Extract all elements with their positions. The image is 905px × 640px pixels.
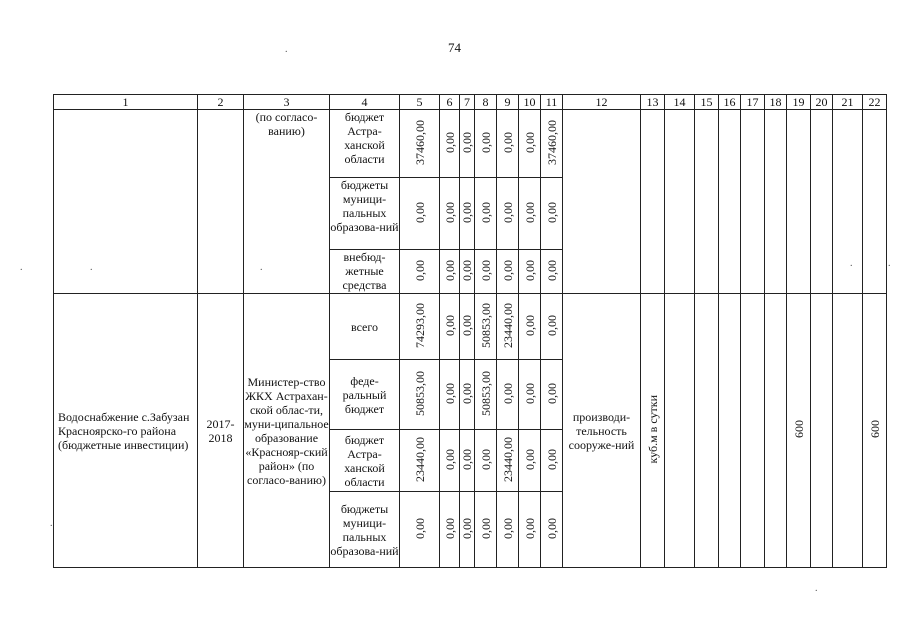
header-cell: 22 — [863, 95, 887, 110]
stray-mark: . — [90, 262, 93, 273]
unit-cell — [641, 110, 665, 294]
header-cell: 14 — [665, 95, 695, 110]
header-cell: 17 — [741, 95, 765, 110]
stray-mark: . — [850, 258, 853, 269]
amount-2014: 0,00 — [442, 517, 457, 539]
amount-2018: 0,00 — [522, 448, 537, 470]
funding-source: феде-ральный бюджет — [330, 360, 400, 430]
amount-2016: 0,00 — [478, 131, 493, 153]
amount-2016: 0,00 — [478, 448, 493, 470]
amount-2018: 0,00 — [522, 382, 537, 404]
project-responsible: Министер-ство ЖКХ Астрахан-ской облас-ти, муни-ципальное образование «Краснояр-ский район» (по согласо-ванию) — [244, 294, 330, 568]
amount-2017: 0,00 — [500, 131, 515, 153]
page-number: 74 — [448, 40, 461, 55]
amount-2014: 0,00 — [442, 259, 457, 281]
header-cell: 7 — [460, 95, 475, 110]
funding-source: всего — [330, 294, 400, 360]
amount-2018: 0,00 — [522, 201, 537, 223]
header-cell: 16 — [719, 95, 741, 110]
header-cell: 8 — [475, 95, 497, 110]
stray-mark: . — [888, 258, 891, 269]
amount-2018: 0,00 — [522, 131, 537, 153]
amount-total: 37460,00 — [412, 119, 427, 165]
project-period: 2017-2018 — [198, 294, 244, 568]
amount-2019: 0,00 — [544, 259, 559, 281]
amount-2019: 0,00 — [544, 382, 559, 404]
indicator-cell — [563, 110, 641, 294]
header-cell: 15 — [695, 95, 719, 110]
amount-2019: 37460,00 — [544, 119, 559, 165]
funding-source: внебюд-жетные средства — [330, 250, 400, 294]
header-cell: 11 — [541, 95, 563, 110]
indicator-value-2019: 600 — [791, 420, 806, 438]
amount-2014: 0,00 — [442, 382, 457, 404]
amount-2017: 0,00 — [500, 517, 515, 539]
amount-2016: 50853,00 — [478, 302, 493, 348]
header-cell: 21 — [833, 95, 863, 110]
amount-2017: 0,00 — [500, 201, 515, 223]
amount-2018: 0,00 — [522, 517, 537, 539]
stray-mark: . — [20, 262, 23, 273]
amount-total: 0,00 — [412, 517, 427, 539]
header-cell: 1 — [54, 95, 198, 110]
header-cell: 4 — [330, 95, 400, 110]
unit-of-measure: куб.м в сутки — [645, 394, 660, 464]
amount-2015: 0,00 — [460, 201, 474, 223]
amount-total: 23440,00 — [412, 436, 427, 482]
header-cell: 10 — [519, 95, 541, 110]
header-cell: 12 — [563, 95, 641, 110]
header-cell: 13 — [641, 95, 665, 110]
column-number-row — [54, 95, 887, 110]
period-cell — [198, 110, 244, 294]
program-table — [53, 94, 887, 568]
header-cell: 20 — [811, 95, 833, 110]
stray-mark: . — [260, 262, 263, 273]
amount-2014: 0,00 — [442, 448, 457, 470]
amount-2019: 0,00 — [544, 448, 559, 470]
indicator-name: производи-тельность сооруже-ний — [563, 294, 641, 568]
header-cell: 9 — [497, 95, 519, 110]
amount-2014: 0,00 — [442, 131, 457, 153]
amount-2017: 23440,00 — [500, 436, 515, 482]
funding-source: бюджет Астра-ханской области — [330, 110, 400, 178]
amount-2014: 0,00 — [442, 201, 457, 223]
amount-total: 50853,00 — [412, 370, 427, 416]
stray-mark: . — [50, 518, 53, 529]
amount-2019: 0,00 — [544, 517, 559, 539]
amount-2017: 23440,00 — [500, 302, 515, 348]
amount-2015: 0,00 — [460, 382, 474, 404]
amount-2015: 0,00 — [460, 314, 474, 336]
amount-total: 0,00 — [412, 259, 427, 281]
header-cell: 5 — [400, 95, 440, 110]
funding-source: бюджет Астра-ханской области — [330, 430, 400, 492]
header-cell: 3 — [244, 95, 330, 110]
amount-2016: 0,00 — [478, 517, 493, 539]
amount-2018: 0,00 — [522, 314, 537, 336]
project-name-cell — [54, 110, 198, 294]
stray-mark: . — [815, 583, 818, 594]
funding-source: бюджеты муници-пальных образова-ний — [330, 492, 400, 568]
amount-2016: 50853,00 — [478, 370, 493, 416]
header-cell: 2 — [198, 95, 244, 110]
header-cell: 19 — [787, 95, 811, 110]
indicator-value-total: 600 — [867, 420, 882, 438]
amount-2015: 0,00 — [460, 517, 474, 539]
amount-2015: 0,00 — [460, 259, 474, 281]
table-row — [54, 294, 887, 360]
table-row — [54, 110, 887, 178]
amount-2019: 0,00 — [544, 201, 559, 223]
amount-2014: 0,00 — [442, 314, 457, 336]
amount-2015: 0,00 — [460, 448, 474, 470]
amount-total: 0,00 — [412, 201, 427, 223]
responsible-cell: (по согласо-ванию) — [244, 110, 330, 294]
amount-2016: 0,00 — [478, 259, 493, 281]
project-name: Водоснабжение с.Забузан Красноярско-го района (бюджетные инвестиции) — [54, 294, 198, 568]
header-cell: 6 — [440, 95, 460, 110]
amount-2017: 0,00 — [500, 382, 515, 404]
amount-2018: 0,00 — [522, 259, 537, 281]
amount-2017: 0,00 — [500, 259, 515, 281]
amount-2016: 0,00 — [478, 201, 493, 223]
header-cell: 18 — [765, 95, 787, 110]
amount-total: 74293,00 — [412, 302, 427, 348]
amount-2015: 0,00 — [460, 131, 474, 153]
funding-source: бюджеты муници-пальных образова-ний — [330, 178, 400, 250]
stray-mark: . — [285, 44, 288, 55]
amount-2019: 0,00 — [544, 314, 559, 336]
